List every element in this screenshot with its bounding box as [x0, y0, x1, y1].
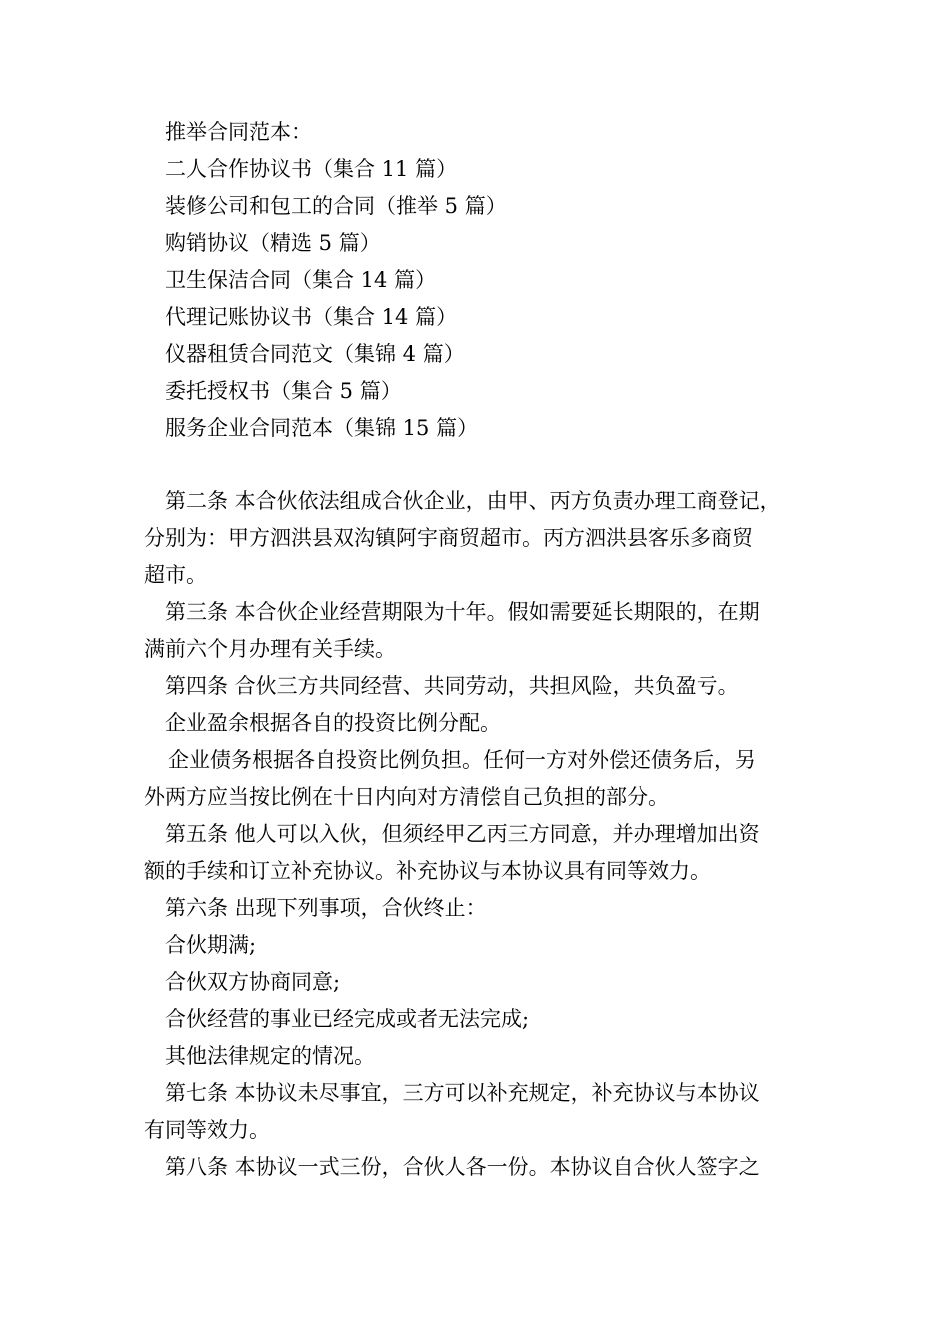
body-line: 企业债务根据各自投资比例负担。任何一方对外偿还债务后，另: [168, 748, 756, 772]
recommend-item[interactable]: 代理记账协议书（集合 14 篇）: [165, 305, 458, 329]
body-line: 第八条 本协议一式三份，合伙人各一份。本协议自合伙人签字之: [165, 1155, 760, 1179]
recommend-item[interactable]: 卫生保洁合同（集合 14 篇）: [165, 268, 437, 292]
body-line: 额的手续和订立补充协议。补充协议与本协议具有同等效力。: [144, 859, 711, 883]
body-line: 第四条 合伙三方共同经营、共同劳动，共担风险，共负盈亏。: [165, 674, 739, 698]
recommend-item[interactable]: 仪器租赁合同范文（集锦 4 篇）: [165, 342, 465, 366]
recommend-heading: 推举合同范本：: [165, 120, 312, 144]
body-line: 合伙期满;: [165, 933, 257, 957]
body-line: 其他法律规定的情况。: [165, 1044, 375, 1068]
body-line: 第二条 本合伙依法组成合伙企业，由甲、丙方负责办理工商登记，: [165, 489, 781, 513]
recommend-item[interactable]: 购销协议（精选 5 篇）: [165, 231, 381, 255]
body-line: 第七条 本协议未尽事宜，三方可以补充规定，补充协议与本协议: [165, 1081, 760, 1105]
body-line: 合伙双方协商同意;: [165, 970, 341, 994]
recommend-item[interactable]: 服务企业合同范本（集锦 15 篇）: [165, 416, 479, 440]
body-line: 外两方应当按比例在十日内向对方清偿自己负担的部分。: [144, 785, 669, 809]
document-content: [144, 114, 814, 1186]
recommend-item[interactable]: 二人合作协议书（集合 11 篇）: [165, 157, 458, 181]
body-line: 第五条 他人可以入伙，但须经甲乙丙三方同意，并办理增加出资: [165, 822, 760, 846]
body-line: 第三条 本合伙企业经营期限为十年。假如需要延长期限的，在期: [165, 600, 760, 624]
body-line: 满前六个月办理有关手续。: [144, 637, 396, 661]
recommend-item[interactable]: 委托授权书（集合 5 篇）: [165, 379, 402, 403]
body-line: 第六条 出现下列事项，合伙终止：: [165, 896, 487, 920]
recommend-item[interactable]: 装修公司和包工的合同（推举 5 篇）: [165, 194, 507, 218]
section-spacer: [144, 447, 814, 483]
body-line: 有同等效力。: [144, 1118, 270, 1142]
body-line: 企业盈余根据各自的投资比例分配。: [165, 711, 501, 735]
body-line: 超市。: [144, 563, 207, 587]
body-line: 分别为：甲方泗洪县双沟镇阿宇商贸超市。丙方泗洪县客乐多商贸: [144, 526, 753, 550]
body-line: 合伙经营的事业已经完成或者无法完成;: [165, 1007, 530, 1031]
